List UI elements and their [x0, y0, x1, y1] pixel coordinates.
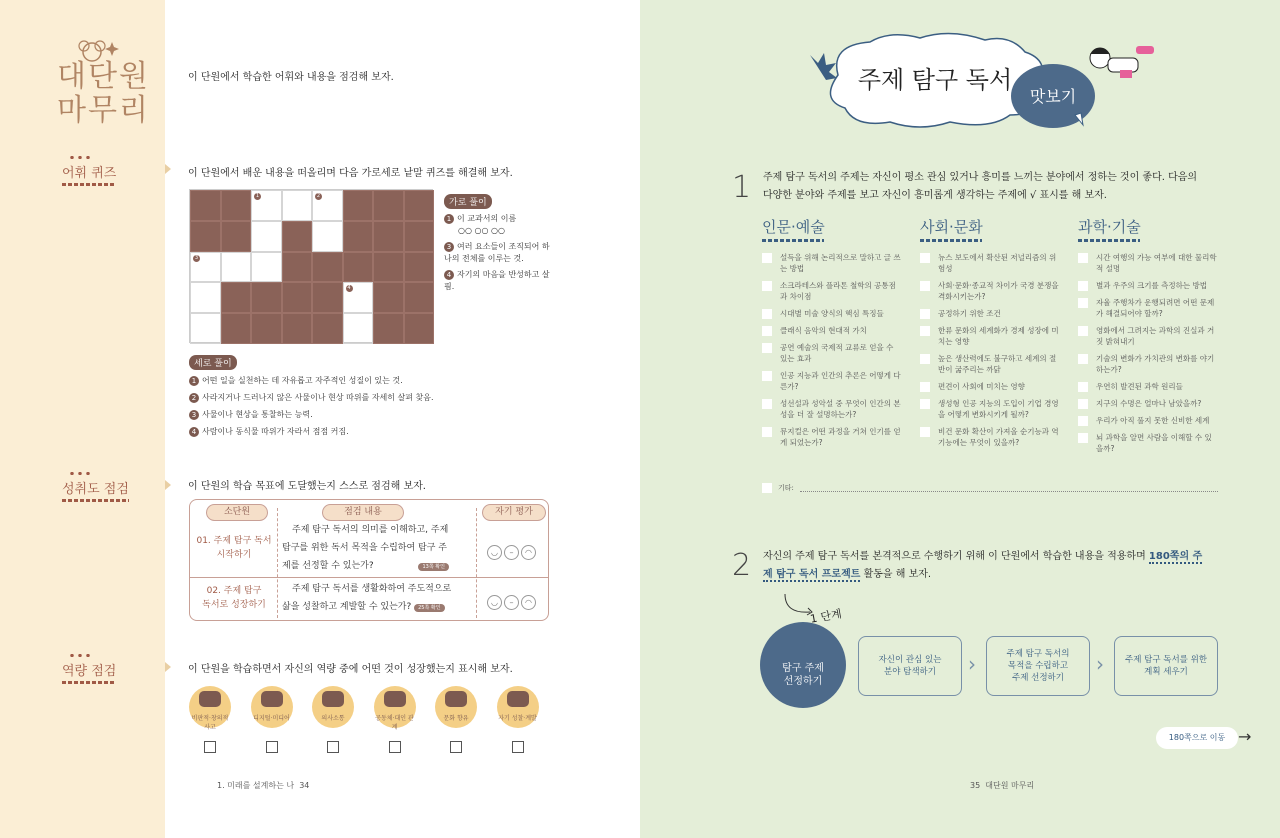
competency-icon	[445, 691, 467, 707]
banner-title: 주제 탐구 독서	[857, 66, 1013, 94]
competency-checkbox[interactable]	[389, 741, 401, 753]
topic-label: 생성형 인공 지능의 도입이 기업 경영을 어떻게 변화시키게 될까?	[938, 399, 1059, 419]
happy-face-icon[interactable]: ◡	[487, 595, 502, 610]
crossword-cell[interactable]	[190, 313, 221, 344]
self-eval-table	[189, 499, 549, 621]
category-heading: 과학·기술	[1078, 218, 1141, 236]
topic-label: 공정하기 위한 조건	[938, 309, 1001, 318]
crossword-block	[404, 282, 435, 313]
competency-label: 문화 향유	[443, 715, 469, 722]
chevron-right-icon: ›	[968, 652, 976, 676]
topic-label: 영화에서 그려지는 과학의 진실과 거짓 밝혀내기	[1096, 326, 1215, 346]
step-flow	[858, 636, 1238, 696]
competency-checkbox[interactable]	[204, 741, 216, 753]
topic-checkbox[interactable]	[920, 309, 930, 319]
crossword-cell[interactable]	[190, 282, 221, 313]
header-self-eval: 자기 평가	[482, 504, 546, 521]
crossword-block	[312, 313, 343, 344]
crossword-block	[251, 313, 282, 344]
crossword-cell[interactable]	[312, 190, 343, 221]
unit-02: 02. 주제 탐구 독서로 성장하기	[202, 586, 266, 610]
crossword-block	[312, 282, 343, 313]
across-clues	[444, 190, 554, 293]
topic-checkbox[interactable]	[920, 253, 930, 263]
crossword-block	[373, 282, 404, 313]
unit-title-line1: 대단원	[57, 59, 150, 94]
topic-label: 시대별 미술 양식의 핵심 특징들	[780, 309, 884, 318]
section-label-competency: 역량 점검	[62, 660, 116, 679]
crossword-number: 1	[255, 193, 260, 199]
crossword-cell[interactable]	[221, 252, 252, 283]
arrow-marker	[165, 164, 171, 174]
across-title: 가로 풀이	[444, 194, 492, 209]
category-column	[920, 216, 1060, 454]
crossword-block	[343, 221, 374, 252]
topic-checkbox[interactable]	[1078, 433, 1088, 443]
crossword-block	[373, 252, 404, 283]
topic-checkbox[interactable]	[1078, 416, 1088, 426]
crossword-block	[404, 190, 435, 221]
crossword-grid	[189, 189, 433, 343]
topic-item[interactable]	[762, 342, 902, 364]
topic-checkbox[interactable]	[762, 427, 772, 437]
topic-checkbox[interactable]	[1078, 281, 1088, 291]
competency-icon	[261, 691, 283, 707]
topic-label: 우리가 아직 풀지 못한 신비한 세계	[1096, 416, 1210, 425]
crossword-block	[282, 252, 313, 283]
topic-label: 설득을 위해 논리적으로 말하고 글 쓰는 방법	[780, 253, 901, 273]
topic-checkbox[interactable]	[762, 326, 772, 336]
topic-item[interactable]	[1078, 398, 1218, 409]
topic-label: 클래식 음악의 현대적 가치	[780, 326, 867, 335]
neutral-face-icon[interactable]: –	[504, 545, 519, 560]
topic-label: 뇌 과학을 알면 사람을 이해할 수 있을까?	[1096, 433, 1212, 453]
competency-checkbox[interactable]	[266, 741, 278, 753]
topic-label: 높은 생산력에도 불구하고 세계의 절반이 굶주리는 까닭	[938, 354, 1057, 374]
topic-item[interactable]	[920, 325, 1060, 347]
topic-checkbox[interactable]	[1078, 253, 1088, 263]
across-clue-3: 3 여러 요소들이 조직되어 하나의 전체를 이루는 것.	[444, 242, 550, 263]
topic-checkbox[interactable]	[762, 399, 772, 409]
arrow-marker	[165, 480, 171, 490]
down-clues	[189, 351, 489, 438]
topic-checkbox[interactable]	[1078, 399, 1088, 409]
competency-icon	[384, 691, 406, 707]
topic-item[interactable]	[762, 426, 902, 448]
topic-checkbox[interactable]	[920, 427, 930, 437]
crossword-block	[190, 221, 221, 252]
down-clue-4: 4 사람이나 동식물 따위가 자라서 점점 커짐.	[189, 426, 489, 438]
topic-label: 자율 주행차가 운행되려면 어떤 문제가 해결되어야 할까?	[1096, 298, 1215, 318]
category-column	[1078, 216, 1218, 460]
topic-label: 뮤지컬은 어떤 과정을 거쳐 인기를 얻게 되었는가?	[780, 427, 901, 447]
competency-label: 디지털·미디어	[253, 715, 290, 722]
topic-checkbox[interactable]	[762, 371, 772, 381]
crossword-block	[373, 190, 404, 221]
topic-item[interactable]	[1078, 432, 1218, 454]
banner-subtitle: 맛보기	[1029, 87, 1077, 106]
crossword-block	[282, 221, 313, 252]
topic-item[interactable]	[1078, 252, 1218, 274]
topic-item[interactable]	[1078, 280, 1218, 291]
topic-item[interactable]	[1078, 353, 1218, 375]
competency-checkbox[interactable]	[512, 741, 524, 753]
crossword-block	[404, 221, 435, 252]
topic-item[interactable]	[762, 308, 902, 319]
topic-label: 편견이 사회에 미치는 영향	[938, 382, 1025, 391]
competency-badge	[251, 686, 293, 728]
crossword-block	[343, 252, 374, 283]
down-clue-1: 1 어떤 일을 실천하는 데 자유롭고 자주적인 성질이 있는 것.	[189, 375, 489, 387]
crossword-cell[interactable]	[343, 282, 374, 313]
flow-step-box	[1114, 636, 1218, 696]
section-label-achievement: 성취도 점검	[62, 478, 129, 497]
competency-icon	[322, 691, 344, 707]
topic-item[interactable]	[1078, 415, 1218, 426]
crossword-block	[221, 190, 252, 221]
competency-badge	[497, 686, 539, 728]
category-heading: 인문·예술	[762, 218, 825, 236]
header-unit: 소단원	[206, 504, 268, 521]
quiz-instruction: 이 단원에서 배운 내용을 떠올리며 다음 가로세로 낱말 퀴즈를 해결해 보자.	[188, 168, 513, 179]
topic-item[interactable]	[762, 280, 902, 302]
flow-step-text: 자신이 관심 있는 분야 탐색하기	[878, 655, 942, 677]
crossword-block	[404, 252, 435, 283]
crossword-block	[251, 282, 282, 313]
competency-icon	[507, 691, 529, 707]
down-clue-3: 3 사물이나 현상을 통찰하는 능력.	[189, 409, 489, 421]
topic-item[interactable]	[920, 308, 1060, 319]
page-ref-badge: 25쪽 확인	[414, 604, 444, 612]
competency-instruction: 이 단원을 학습하면서 자신의 역량 중에 어떤 것이 성장했는지 표시해 보자.	[188, 664, 513, 675]
right-page	[640, 0, 1280, 838]
competency-label: 자기 성찰·계발	[498, 715, 537, 722]
crossword-cell[interactable]	[282, 190, 313, 221]
chevron-right-icon: ›	[1096, 652, 1104, 676]
step-label: 1 단계	[809, 607, 843, 626]
topic-item[interactable]	[920, 398, 1060, 420]
competency-checkbox[interactable]	[450, 741, 462, 753]
topic-item[interactable]	[920, 381, 1060, 392]
topic-label: 한류 문화의 세계화가 경제 성장에 미치는 영향	[938, 326, 1059, 346]
heading-underline	[762, 239, 824, 242]
crossword-block	[282, 282, 313, 313]
other-input-line[interactable]	[800, 491, 1218, 492]
topic-label: 뉴스 보도에서 확산된 저널리즘의 위험성	[938, 253, 1057, 273]
competency-badge	[189, 686, 231, 731]
topic-checkbox[interactable]	[1078, 326, 1088, 336]
crossword-block	[404, 313, 435, 344]
topic-label: 우연히 발견된 과학 원리들	[1096, 382, 1183, 391]
other-checkbox[interactable]	[762, 483, 772, 493]
topic-item[interactable]	[920, 252, 1060, 274]
goto-180-button[interactable]: 180쪽으로 이동	[1156, 727, 1238, 749]
topic-item[interactable]	[762, 370, 902, 392]
competency-label: 의사소통	[321, 715, 345, 722]
competency-label: 공동체·대인 관계	[375, 715, 414, 731]
topic-checkbox[interactable]	[920, 354, 930, 364]
heading-underline	[1078, 239, 1140, 242]
question-1-text: 주제 탐구 독서의 주제는 자신이 평소 관심 있거나 흥미를 느끼는 분야에서 정하는 것이 좋다. 다음의 다양한 분야와 주제를 보고 자신이 흥미롭게 생각하는 주제에 √ 표시를 해 보자.	[763, 172, 1198, 201]
sad-face-icon[interactable]: ◠	[521, 595, 536, 610]
heading-underline	[920, 239, 982, 242]
topic-label: 기술의 변화가 가치관의 변화를 야기하는가?	[1096, 354, 1215, 374]
topic-item[interactable]	[1078, 325, 1218, 347]
other-label: 기타:	[778, 484, 794, 492]
topic-checkbox[interactable]	[762, 281, 772, 291]
competency-badge	[312, 686, 354, 728]
category-heading: 사회·문화	[920, 218, 983, 236]
competency-label: 비판적·창의적 사고	[191, 715, 229, 731]
topic-checkbox[interactable]	[920, 399, 930, 409]
neutral-face-icon[interactable]: –	[504, 595, 519, 610]
topic-item[interactable]	[920, 280, 1060, 302]
crossword-cell[interactable]	[190, 252, 221, 283]
across-clue-1: 1 이 교과서의 이름 ○○ ○○ ○○	[444, 213, 554, 237]
competency-checkbox[interactable]	[327, 741, 339, 753]
topic-label: 시간 여행의 가능 여부에 대한 물리학적 설명	[1096, 253, 1217, 273]
crossword-number: 2	[316, 193, 321, 199]
crossword-block	[282, 313, 313, 344]
across-clue-4: 4 자기의 마음을 반성하고 살핌.	[444, 270, 550, 291]
topic-checkbox[interactable]	[920, 326, 930, 336]
competency-badge	[374, 686, 416, 731]
question-1-number: 1	[732, 170, 752, 205]
competency-row	[189, 686, 549, 756]
crossword-block	[221, 221, 252, 252]
topic-label: 별과 우주의 크기를 측정하는 방법	[1096, 281, 1207, 290]
left-footer: 1. 미래를 설계하는 나 34	[217, 781, 310, 790]
arrow-marker	[165, 662, 171, 672]
topic-item[interactable]	[920, 426, 1060, 448]
crossword-block	[312, 252, 343, 283]
topic-item[interactable]	[762, 252, 902, 274]
competency-icon	[199, 691, 221, 707]
question-2-text: 자신의 주제 탐구 독서를 본격적으로 수행하기 위해 이 단원에서 학습한 내용을 적용하며 180쪽의 주 제 탐구 독서 프로젝트 활동을 해 보자.	[763, 551, 1203, 580]
topic-checkbox[interactable]	[920, 281, 930, 291]
topic-item[interactable]	[762, 325, 902, 336]
crossword-block	[343, 190, 374, 221]
sad-face-icon[interactable]: ◠	[521, 545, 536, 560]
intro-text: 이 단원에서 학습한 어휘와 내용을 점검해 보자.	[188, 72, 394, 83]
topic-checkbox[interactable]	[762, 343, 772, 353]
category-column	[762, 216, 902, 454]
arrow-right-icon[interactable]: →	[1238, 727, 1252, 746]
crossword-cell[interactable]	[251, 221, 282, 252]
reading-child-icon	[1080, 40, 1160, 95]
achievement-instruction: 이 단원의 학습 목표에 도달했는지 스스로 점검해 보자.	[188, 481, 426, 492]
topic-checkbox[interactable]	[1078, 382, 1088, 392]
topic-label: 성선설과 성악설 중 무엇이 인간의 본성을 더 잘 설명하는가?	[780, 399, 901, 419]
topic-checkbox[interactable]	[1078, 298, 1088, 308]
topic-label: 공연 예술의 국제적 교류로 얻을 수 있는 효과	[780, 343, 894, 363]
topic-item[interactable]	[762, 398, 902, 420]
topic-label: 인공 지능과 인간의 추론은 어떻게 다른가?	[780, 371, 901, 391]
topic-label: 사회·문화·종교적 차이가 국경 분쟁을 격화시키는가?	[938, 281, 1059, 301]
header-content: 점검 내용	[322, 504, 404, 521]
step-circle-text: 탐구 주제 선정하기	[782, 663, 824, 687]
flow-step-box	[858, 636, 962, 696]
unit-01: 01. 주제 탐구 독서 시작하기	[196, 536, 272, 560]
crossword-number: 4	[347, 285, 351, 292]
topic-item[interactable]	[1078, 297, 1218, 319]
category-columns	[762, 216, 1222, 476]
topic-label: 비건 문화 확산이 가져올 순기능과 역기능에는 무엇이 있을까?	[938, 427, 1059, 447]
topic-item[interactable]	[1078, 381, 1218, 392]
face-rating-02[interactable]	[486, 590, 537, 610]
down-title: 세로 풀이	[189, 355, 237, 370]
crossword-cell[interactable]	[343, 313, 374, 344]
crossword-number: 3	[194, 254, 199, 261]
content-02: 주제 탐구 독서를 생활화하여 주도적으로 삶을 성찰하고 계발할 수 있는가? 25쪽 확인	[282, 584, 452, 612]
crossword-block	[221, 313, 252, 344]
section-label-quiz: 어휘 퀴즈	[62, 162, 116, 181]
topic-checkbox[interactable]	[762, 309, 772, 319]
content-01: 주제 탐구 독서의 의미를 이해하고, 주제 탐구를 위한 독서 목적을 수립하여 탐구 주 제를 선정할 수 있는가? 13쪽 확인	[282, 525, 449, 571]
page-ref-badge: 13쪽 확인	[418, 563, 448, 571]
flow-step-text: 주제 탐구 독서의 목적을 수립하고 주제 선정하기	[1006, 649, 1070, 683]
topic-item[interactable]	[920, 353, 1060, 375]
flow-step-box	[986, 636, 1090, 696]
flow-step-text: 주제 탐구 독서를 위한 계획 세우기	[1124, 655, 1207, 677]
unit-title-line2: 마무리	[57, 93, 150, 128]
crossword-cell[interactable]	[251, 252, 282, 283]
crossword-block	[373, 221, 404, 252]
topic-checkbox[interactable]	[1078, 354, 1088, 364]
happy-face-icon[interactable]: ◡	[487, 545, 502, 560]
right-footer: 35 대단원 마무리	[970, 781, 1035, 790]
crossword-block	[373, 313, 404, 344]
topic-checkbox[interactable]	[762, 253, 772, 263]
competency-badge	[435, 686, 477, 728]
crossword-block	[221, 282, 252, 313]
down-clue-2: 2 사라지거나 드러나지 않은 사물이나 현상 따위를 자세히 살펴 찾음.	[189, 392, 489, 404]
face-rating-01[interactable]	[486, 540, 537, 560]
topic-label: 지구의 수명은 얼마나 남았을까?	[1096, 399, 1202, 408]
crossword-block	[190, 190, 221, 221]
crossword-cell[interactable]	[251, 190, 282, 221]
crossword-cell[interactable]	[312, 221, 343, 252]
topic-label: 소크라테스와 플라톤 철학의 공통점과 차이점	[780, 281, 896, 301]
topic-checkbox[interactable]	[920, 382, 930, 392]
question-2-number: 2	[732, 548, 752, 583]
